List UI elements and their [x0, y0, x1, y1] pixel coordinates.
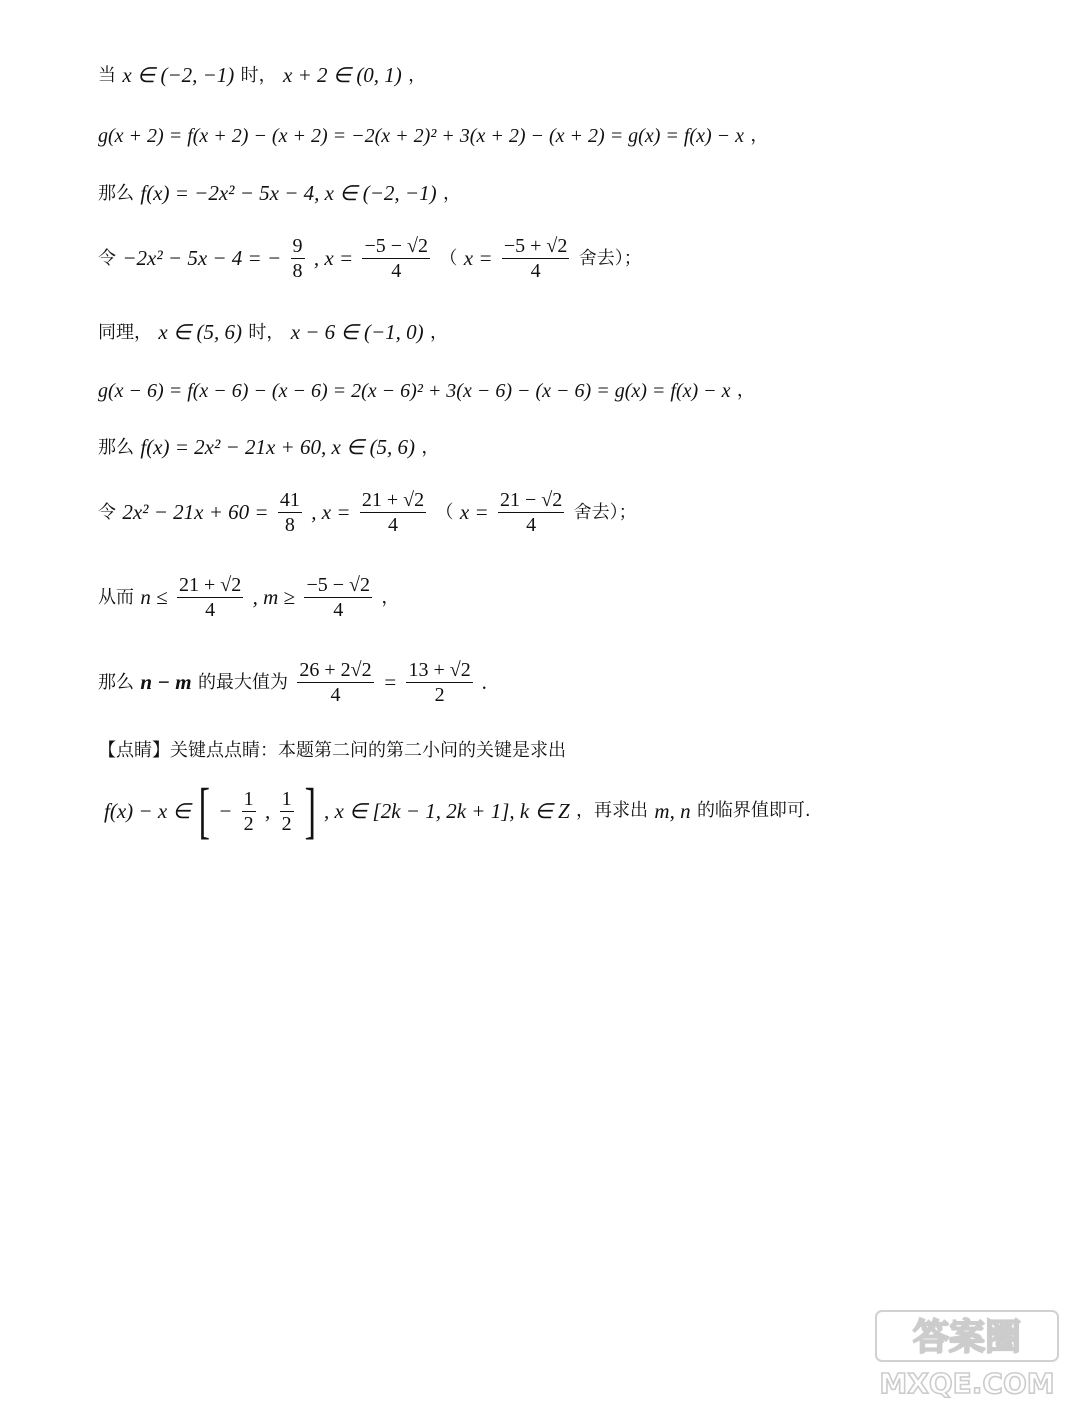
denominator: 2 — [281, 812, 292, 835]
text: ， — [408, 64, 427, 86]
math-expr: x = — [459, 500, 489, 524]
text: 从而 — [98, 586, 134, 608]
fraction — [406, 660, 472, 705]
math-expr: f(x) − x ∈ — [104, 798, 191, 823]
numerator: 26 + 2√2 — [299, 659, 372, 681]
denominator: 8 — [292, 260, 303, 282]
text: ， — [381, 586, 400, 608]
line-4 — [98, 236, 642, 281]
fraction — [278, 490, 302, 535]
math-expr: = — [382, 670, 398, 694]
fraction — [304, 575, 372, 620]
right-bracket: ] — [304, 777, 316, 845]
text: 那么 — [98, 182, 134, 204]
watermark-bottom: MXQE.COM — [879, 1367, 1055, 1400]
fraction — [360, 490, 426, 535]
line-10 — [98, 660, 487, 705]
math-expr: f(x) = 2x² − 21x + 60, x ∈ (5, 6) — [140, 435, 416, 459]
fraction — [177, 575, 243, 620]
numerator: −5 + √2 — [503, 235, 568, 257]
math-expr: g(x + 2) = f(x + 2) − (x + 2) = −2(x + 2)² + 3(x + 2) − (x + 2) = g(x) = f(x) − x — [98, 124, 745, 147]
text: 令 — [98, 247, 116, 269]
text: 【点睛】关键点点睛：本题第二问的第二小问的关键是求出 — [98, 739, 566, 761]
fraction — [297, 660, 373, 705]
text: 时， — [248, 321, 285, 343]
numerator: 13 + √2 — [408, 659, 471, 681]
math-expr: m, n — [654, 798, 691, 823]
text: 当 — [98, 64, 116, 86]
fraction — [502, 236, 570, 281]
text: 时， — [240, 64, 277, 86]
denominator: 4 — [391, 260, 402, 282]
fraction — [498, 490, 564, 535]
fraction — [291, 236, 305, 281]
text: ， — [430, 321, 448, 343]
math-expr: x = — [463, 246, 493, 270]
numerator: 1 — [281, 787, 292, 810]
text: 同理， — [98, 321, 152, 343]
line-5 — [98, 321, 448, 343]
line-7 — [98, 436, 439, 458]
line-8 — [98, 490, 637, 535]
text: （ — [439, 247, 458, 269]
text: 舍去）； — [573, 501, 637, 523]
fraction — [242, 789, 256, 834]
math-expr: , — [264, 798, 271, 823]
watermark-logo — [872, 1309, 1062, 1401]
denominator: 4 — [333, 599, 344, 621]
numerator: 21 − √2 — [499, 489, 563, 511]
text: ， — [736, 379, 755, 401]
denominator: 2 — [434, 684, 445, 706]
line-1 — [98, 64, 426, 86]
text: ， — [442, 182, 461, 204]
numerator: 21 + √2 — [361, 489, 425, 511]
math-expr: , x = — [311, 500, 351, 524]
line-9 — [98, 575, 399, 620]
text: 的最大值为 — [197, 671, 288, 693]
math-expr: x − 6 ∈ (−1, 0) — [290, 320, 424, 344]
denominator: 4 — [205, 599, 216, 621]
numerator: −5 − √2 — [364, 235, 429, 257]
text: ，再求出 — [576, 800, 649, 821]
line-11 — [98, 739, 566, 760]
numerator: 41 — [279, 489, 300, 511]
math-expr: 2x² − 21x + 60 = — [122, 500, 269, 524]
line-2 — [98, 124, 768, 146]
math-expr: f(x) = −2x² − 5x − 4, x ∈ (−2, −1) — [140, 181, 437, 205]
denominator: 4 — [330, 684, 341, 706]
denominator: 4 — [526, 514, 537, 536]
text: 舍去）； — [578, 247, 642, 269]
fraction — [362, 236, 430, 281]
math-expr: , x ∈ [2k − 1, 2k + 1], k ∈ Z — [323, 798, 570, 823]
text: 的临界值即可. — [696, 800, 811, 821]
text: ， — [750, 124, 769, 146]
numerator: 1 — [243, 787, 254, 810]
math-expr: −2x² − 5x − 4 = − — [122, 246, 282, 270]
math-expr: . — [482, 670, 488, 694]
text: 那么 — [98, 436, 134, 458]
line-12 — [104, 777, 811, 845]
denominator: 2 — [243, 812, 254, 835]
denominator: 4 — [530, 260, 541, 282]
watermark-top: 答案圈 — [912, 1317, 1022, 1358]
text: 那么 — [98, 671, 134, 693]
text: 令 — [98, 501, 116, 523]
numerator: 21 + √2 — [179, 574, 242, 596]
math-expr: n − m — [140, 670, 192, 694]
text: （ — [435, 501, 454, 523]
math-expr: x ∈ (5, 6) — [158, 320, 242, 344]
math-expr: , m ≥ — [252, 585, 296, 609]
math-expr: n ≤ — [140, 585, 168, 609]
denominator: 4 — [388, 514, 399, 536]
numerator: 9 — [292, 235, 303, 257]
math-expr: g(x − 6) = f(x − 6) − (x − 6) = 2(x − 6)² + 3(x − 6) − (x − 6) = g(x) = f(x) − x — [98, 379, 731, 402]
line-6 — [98, 379, 755, 401]
text: ， — [421, 436, 440, 458]
math-expr: , x = — [313, 246, 354, 270]
numerator: −5 − √2 — [306, 574, 370, 596]
math-expr: x ∈ (−2, −1) — [122, 63, 235, 87]
line-3 — [98, 182, 461, 204]
left-bracket: [ — [198, 777, 211, 845]
fraction — [280, 789, 294, 834]
math-expr: − — [218, 798, 233, 823]
math-expr: x + 2 ∈ (0, 1) — [283, 63, 402, 87]
denominator: 8 — [284, 514, 295, 536]
